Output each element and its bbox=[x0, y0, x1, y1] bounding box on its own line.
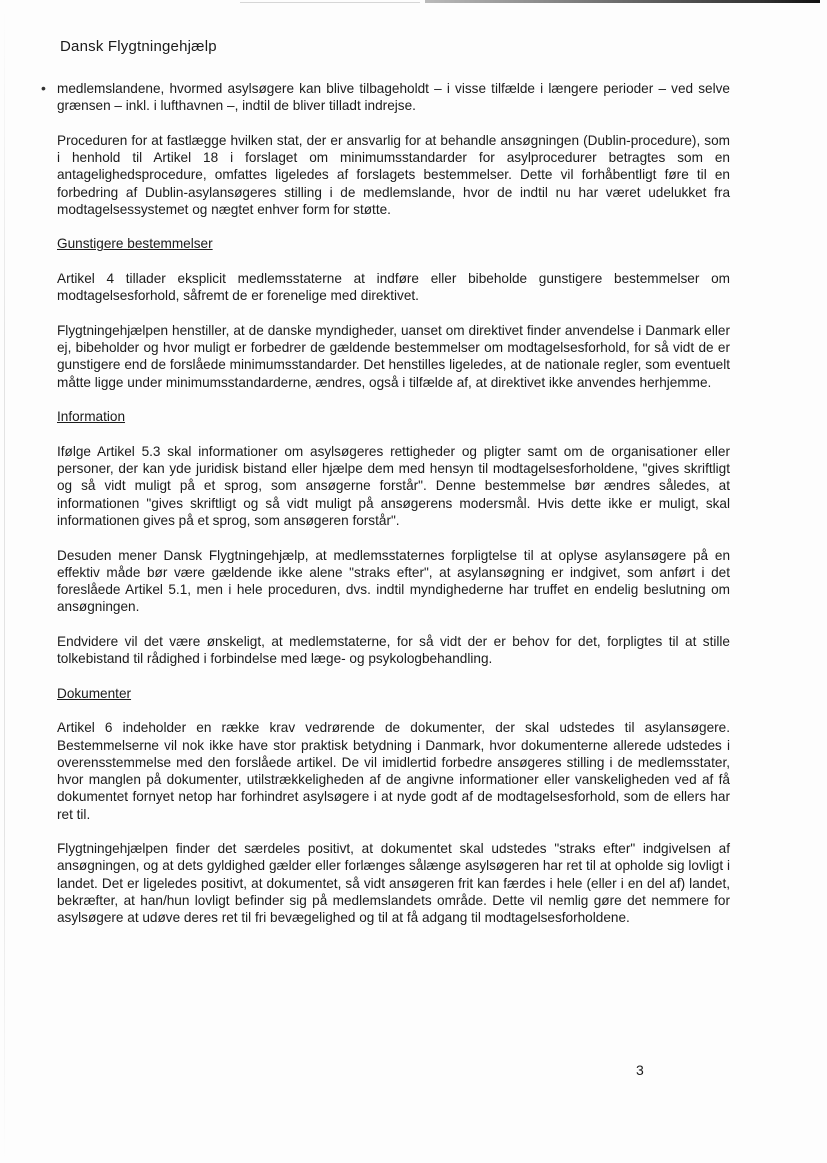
paragraph: Proceduren for at fastlægge hvilken stat, der er ansvarlig for at behandle ansøgningen (Dublin-procedure), som i henhold til Artikel 18 i forslaget om minimumsstandarder for asylprocedurer betragtes som en antagelighedsprocedure, omfattes ligeledes af forslagets bestemmelser. Dette vil forhåbentligt føre til en forbedring af Dublin-asylansøgeres stilling i de medlemslande, hvor de indtil nu har været udelukket fra modtagelsessystemet og nægtet enhver form for støtte. bbox=[57, 132, 730, 217]
section-heading: Information bbox=[57, 409, 126, 425]
margin-mark: • bbox=[41, 80, 46, 96]
paragraph: Ifølge Artikel 5.3 skal informationer om asylsøgeres rettigheder og pligter samt om de organisationer eller personer, der kan yde juridisk bistand eller hjælpe dem med hensyn til modtagelsesforholdene, "gives skriftligt og så vidt muligt på et sprog, som ansøgerne forstår". Denne bestemmelse bør ændres således, at informationen "gives skriftligt og så vidt muligt på ansøgerens modersmål. Hvis dette ikke er muligt, skal informationen gives på et sprog, som ansøgeren forstår". bbox=[57, 444, 730, 528]
paragraph: Flygtningehjælpen finder det særdeles positivt, at dokumentet skal udstedes "straks efter" indgivelsen af ansøgningen, og at dets gyldighed gælder eller forlænges sålænge asylsøgeren har ret til at opholde sig lovligt i landet. Det er ligeledes positivt, at dokumentet, så vidt ansøgeren frit kan færdes i hele (eller i en del af) landet, bekræfter, at han/hun lovligt befinder sig på medlemslandets område. Dette vil nemlig gøre det nemmere for asylsøgere at udøve deres ret til fri bevægelighed og til at få adgang til modtagelsesforholdene. bbox=[57, 841, 730, 926]
section-heading: Gunstigere bestemmelser bbox=[57, 236, 213, 252]
paragraph: Artikel 6 indeholder en række krav vedrørende de dokumenter, der skal udstedes til asylansøgere. Bestemmelserne vil nok ikke have stor praktisk betydning i Danmark, hvor dokumenterne allerede udstedes i overensstemmelse med den forslåede artikel. De vil imidlertid forbedre ansøgeres stilling i de medlemsstater, hvor manglen på dokumenter, utilstrækkeligheden af de angivne informationer eller vanskeligheden ved af få dokumentet fornyet netop har forhindret asylsøgere i at nyde godt af de modtagelsesforhold, som de ellers har ret til. bbox=[57, 720, 730, 822]
scan-top-line bbox=[425, 0, 820, 3]
paragraph: Endvidere vil det være ønskeligt, at medlemstaterne, for så vidt der er behov for det, forpligtes til at stille tolkebistand til rådighed i forbindelse med læge- og psykologbehandling. bbox=[57, 633, 730, 667]
page-number: 3 bbox=[636, 1062, 644, 1078]
scan-left-edge bbox=[4, 10, 5, 1160]
document-body bbox=[57, 80, 730, 944]
paragraph: medlemslandene, hvormed asylsøgere kan blive tilbageholdt – i visse tilfælde i længere perioder – ved selve grænsen – inkl. i lufthavnen –, indtil de bliver tilladt indrejse. bbox=[57, 81, 730, 114]
paragraph: Desuden mener Dansk Flygtningehjælp, at medlemsstaternes forpligtelse til at oplyse asylansøgere på en effektiv måde bør være gældende ikke alene "straks efter", at asylansøgning er indgivet, som anført i det foreslåede Artikel 5.1, men i hele proceduren, dvs. indtil myndighederne har truffet en endelig beslutning om ansøgningen. bbox=[57, 547, 730, 615]
paragraph: Artikel 4 tillader eksplicit medlemsstaterne at indføre eller bibeholde gunstigere bestemmelser om modtagelsesforhold, såfremt de er forenelige med direktivet. bbox=[57, 271, 730, 304]
paragraph: Flygtningehjælpen henstiller, at de danske myndigheder, uanset om direktivet finder anvendelse i Danmark eller ej, bibeholder og hvor muligt er forbedrer de gældende bestemmelser om modtagelsesforhold, for så vidt de er gunstigere end de forslåede minimumsstandarder. Det henstilles ligeledes, at de nationale regler, som eventuelt måtte ligge under minimumsstandarderne, ændres, også i tilfælde af, at direktivet ikke anvendes herhjemme. bbox=[57, 323, 730, 390]
document-header: Dansk Flygtningehjælp bbox=[60, 38, 217, 55]
section-heading: Dokumenter bbox=[57, 685, 132, 701]
scan-top-line-faint bbox=[240, 2, 420, 3]
